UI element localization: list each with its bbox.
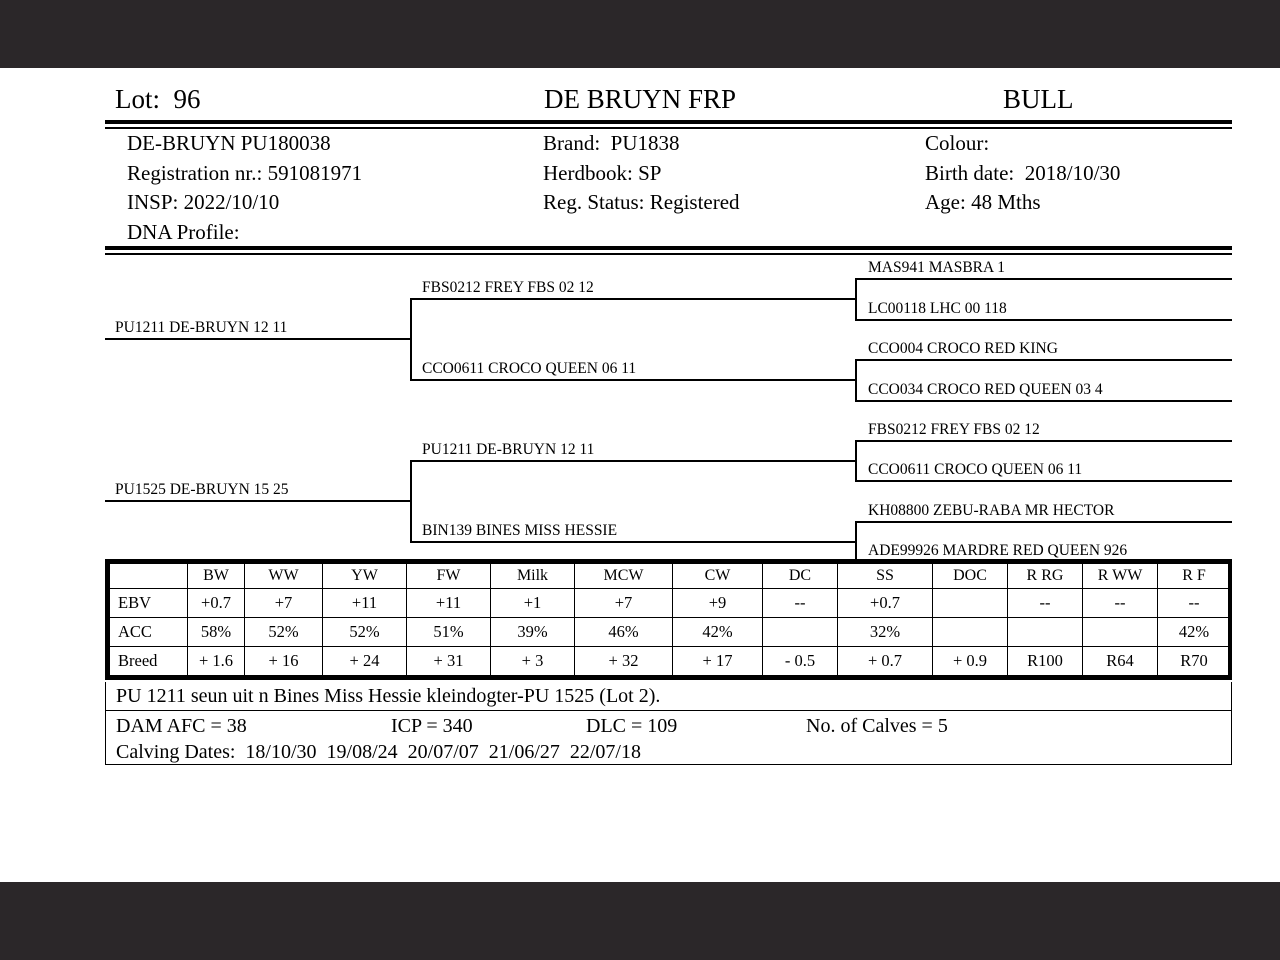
brand: Brand: PU1838 [543,131,680,155]
info-divider-rule [105,246,1232,255]
pedigree-connector-line [410,541,856,543]
stats-col-header: MCW [575,564,673,589]
stats-cell: +7 [245,589,323,618]
stats-cell: + 0.9 [933,647,1008,676]
stats-cell: + 24 [323,647,407,676]
stats-cell: + 1.6 [188,647,245,676]
info-column-attributes [925,129,1120,218]
stats-row-ebv [110,589,1231,618]
stats-col-header: BW [188,564,245,589]
pedigree-connector-line [855,521,1232,523]
stats-cell [933,618,1008,647]
stats-cell: +7 [575,589,673,618]
stats-col-header: CW [673,564,763,589]
stats-row-breed [110,647,1231,676]
pedigree-bracket-line [410,298,412,380]
ebv-stats-table [109,563,1231,676]
stats-row-acc [110,618,1231,647]
stats-cell: + 0.7 [838,647,933,676]
stats-cell: + 17 [673,647,763,676]
stats-cell: R100 [1008,647,1083,676]
pedigree-connector-line [410,460,856,462]
registration-nr: Registration nr.: 591081971 [127,160,363,185]
page-title: DE BRUYN FRP [543,84,737,114]
stats-col-header: DC [763,564,838,589]
stats-cell [763,618,838,647]
stats-cell: 51% [407,618,491,647]
stats-cell: - 0.5 [763,647,838,676]
animal-category: BULL [1003,84,1074,114]
stats-col-header: Milk [491,564,575,589]
stats-cell: R64 [1083,647,1158,676]
stats-col-header: DOC [933,564,1008,589]
pedigree-bracket-line [855,359,857,401]
top-letterbox-bar [0,0,1280,68]
pedigree-connector-line [855,319,1232,321]
pedigree-dam-sire: PU1211 DE-BRUYN 12 11 [422,441,595,458]
pedigree-great-grandparent-6: CCO0611 CROCO QUEEN 06 11 [868,461,1083,478]
stats-cell: 52% [245,618,323,647]
pedigree-connector-line [855,400,1232,402]
calving-dates: Calving Dates: 18/10/30 19/08/24 20/07/07 21/06/27 22/07/18 [116,741,641,763]
stats-cell: 39% [491,618,575,647]
stats-cell [1008,618,1083,647]
pedigree-great-grandparent-2: LC00118 LHC 00 118 [868,300,1007,317]
stats-col-header: YW [323,564,407,589]
header-divider-rule [105,120,1232,129]
inspection-date: INSP: 2022/10/10 [127,190,280,215]
pedigree-bracket-line [855,440,857,481]
stats-cell: 58% [188,618,245,647]
herdbook: Herdbook: SP [543,160,662,185]
stats-cell: +1 [491,589,575,618]
pedigree-bracket-line [410,460,412,542]
stats-col-header: R F [1158,564,1231,589]
stats-cell: 52% [323,618,407,647]
stats-cell: R70 [1158,647,1231,676]
stats-cell: +9 [673,589,763,618]
info-column-identity [127,129,362,248]
stats-row-label: Breed [110,647,188,676]
stats-cell [933,589,1008,618]
pedigree-connector-line [105,338,411,340]
stats-cell: + 32 [575,647,673,676]
reg-status: Reg. Status: Registered [543,190,740,215]
stats-header-row [110,564,1231,589]
stats-cell: + 3 [491,647,575,676]
stats-cell: + 16 [245,647,323,676]
pedigree-dam: PU1525 DE-BRUYN 15 25 [115,481,289,498]
age: Age: 48 Mths [925,190,1041,215]
pedigree-great-grandparent-4: CCO034 CROCO RED QUEEN 03 4 [868,381,1103,398]
pedigree-sire: PU1211 DE-BRUYN 12 11 [115,319,288,336]
stats-cell: + 31 [407,647,491,676]
stats-cell: +0.7 [838,589,933,618]
pedigree-connector-line [410,298,856,300]
stats-cell: +0.7 [188,589,245,618]
pedigree-bracket-line [855,521,857,562]
stats-row-label: EBV [110,589,188,618]
stats-cell: -- [1008,589,1083,618]
pedigree-great-grandparent-5: FBS0212 FREY FBS 02 12 [868,421,1040,438]
pedigree-connector-line [105,500,411,502]
ebv-stats-table-frame [105,559,1232,680]
stats-cell: +11 [407,589,491,618]
stats-cell: -- [763,589,838,618]
stats-cell [1083,618,1158,647]
pedigree-great-grandparent-8: ADE99926 MARDRE RED QUEEN 926 [868,542,1128,559]
pedigree-connector-line [855,480,1232,482]
stats-cell: 42% [1158,618,1231,647]
stats-col-header: FW [407,564,491,589]
lot-number: Lot: 96 [115,84,201,114]
pedigree-connector-line [410,379,856,381]
pedigree-sire-sire: FBS0212 FREY FBS 02 12 [422,279,594,296]
stats-col-header [110,564,188,589]
dna-profile: DNA Profile: [127,220,240,245]
pedigree-dam-dam: BIN139 BINES MISS HESSIE [422,522,618,539]
stats-row-label: ACC [110,618,188,647]
stats-col-header: R WW [1083,564,1158,589]
pedigree-bracket-line [855,278,857,320]
info-column-registration [543,129,740,218]
pedigree-great-grandparent-1: MAS941 MASBRA 1 [868,259,1005,276]
bottom-letterbox-bar [0,882,1280,960]
stats-cell: -- [1083,589,1158,618]
pedigree-connector-line [855,440,1232,442]
dam-calf-count: No. of Calves = 5 [806,715,948,737]
stats-col-header: R RG [1008,564,1083,589]
stats-cell: 42% [673,618,763,647]
stats-col-header: WW [245,564,323,589]
dam-afc: DAM AFC = 38 [116,715,247,737]
stats-cell: 32% [838,618,933,647]
stats-cell: 46% [575,618,673,647]
colour: Colour: [925,131,990,155]
pedigree-sire-dam: CCO0611 CROCO QUEEN 06 11 [422,360,637,377]
dam-stats-box [105,711,1232,765]
stats-cell: +11 [323,589,407,618]
dam-dlc: DLC = 109 [586,715,678,737]
pedigree-great-grandparent-7: KH08800 ZEBU-RABA MR HECTOR [868,502,1115,519]
animal-id: DE-BRUYN PU180038 [127,131,331,155]
remark-text: PU 1211 seun uit n Bines Miss Hessie kleindogter-PU 1525 (Lot 2). [116,685,661,707]
remark-box [105,682,1232,711]
pedigree-connector-line [855,359,1232,361]
dam-icp: ICP = 340 [391,715,473,737]
stats-cell: -- [1158,589,1231,618]
stats-col-header: SS [838,564,933,589]
birth-date: Birth date: 2018/10/30 [925,160,1121,185]
pedigree-connector-line [855,278,1232,280]
pedigree-great-grandparent-3: CCO004 CROCO RED KING [868,340,1058,357]
